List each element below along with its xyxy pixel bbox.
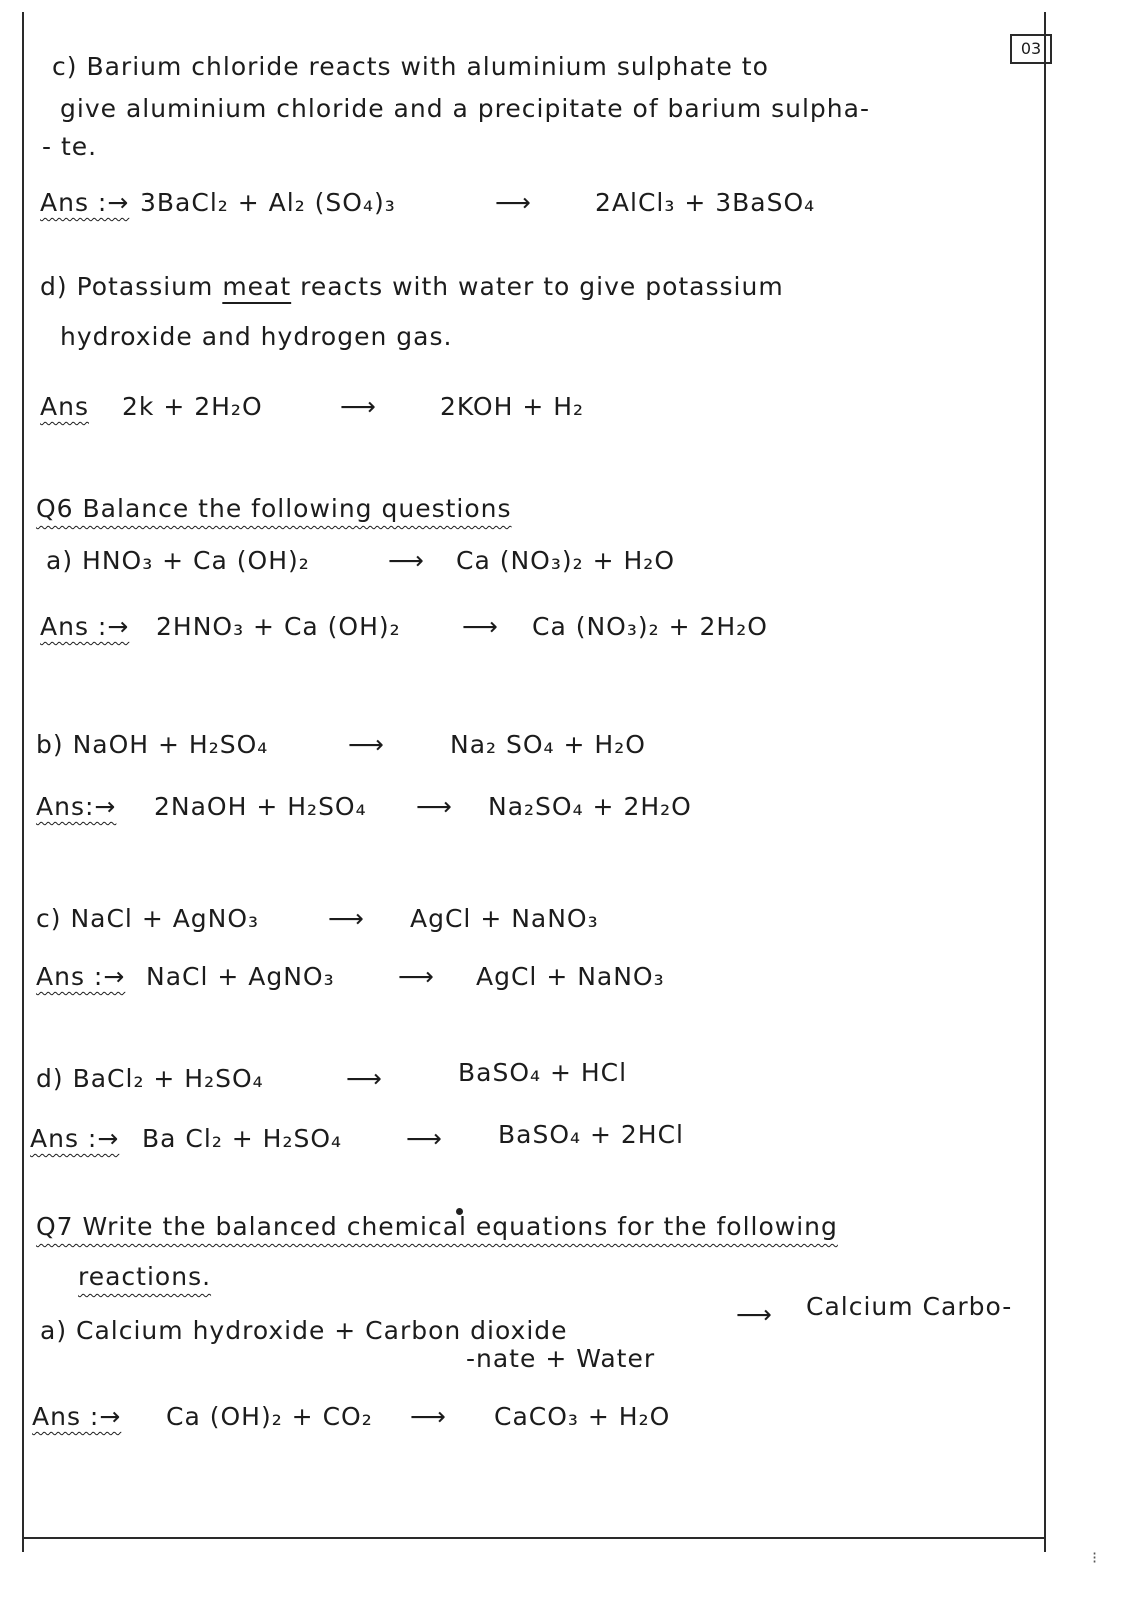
q6b-question-arrow: ⟶ bbox=[348, 730, 385, 759]
q7-heading-line2: reactions. bbox=[78, 1262, 212, 1291]
q6c-answer-lhs: NaCl + AgNO₃ bbox=[146, 962, 335, 991]
q6c-question-arrow: ⟶ bbox=[328, 904, 365, 933]
q6-heading: Q6 Balance the following questions bbox=[36, 494, 512, 523]
q6d-question-arrow: ⟶ bbox=[346, 1064, 383, 1093]
q7a-question-line1: a) Calcium hydroxide + Carbon dioxide bbox=[40, 1316, 568, 1345]
q6d-answer-label: Ans :→ bbox=[30, 1124, 120, 1153]
q6d-answer-rhs: BaSO₄ + 2HCl bbox=[498, 1120, 684, 1149]
q6a-answer-lhs: 2HNO₃ + Ca (OH)₂ bbox=[156, 612, 401, 641]
q7a-question-arrow: ⟶ bbox=[736, 1300, 773, 1329]
q5d-text-line2: hydroxide and hydrogen gas. bbox=[60, 322, 453, 351]
q5d-answer-arrow: ⟶ bbox=[340, 392, 377, 421]
q5c-text-line3: - te. bbox=[42, 132, 98, 161]
q6c-question-rhs: AgCl + NaNO₃ bbox=[410, 904, 599, 933]
q6d-answer-arrow: ⟶ bbox=[406, 1124, 443, 1153]
q6a-question-arrow: ⟶ bbox=[388, 546, 425, 575]
q7a-answer-rhs: CaCO₃ + H₂O bbox=[494, 1402, 671, 1431]
q5d-answer-rhs: 2KOH + H₂ bbox=[440, 392, 585, 421]
q6c-answer-rhs: AgCl + NaNO₃ bbox=[476, 962, 665, 991]
q5c-text-line1: c) Barium chloride reacts with aluminium sulphate to bbox=[52, 52, 769, 81]
q7a-answer-label: Ans :→ bbox=[32, 1402, 122, 1431]
q6a-answer-rhs: Ca (NO₃)₂ + 2H₂O bbox=[532, 612, 768, 641]
q5d-answer-label: Ans bbox=[40, 392, 89, 421]
bottom-rule bbox=[22, 1537, 1044, 1539]
q5c-text-line2: give aluminium chloride and a precipitate of barium sulpha- bbox=[60, 94, 870, 123]
page-number: 03 bbox=[1010, 34, 1052, 64]
q5d-answer-lhs: 2k + 2H₂O bbox=[122, 392, 263, 421]
q5c-answer-label: Ans :→ bbox=[40, 188, 130, 217]
q6d-question-lhs: d) BaCl₂ + H₂SO₄ bbox=[36, 1064, 264, 1093]
q5c-answer-rhs: 2AlCl₃ + 3BaSO₄ bbox=[595, 188, 816, 217]
q6b-question-lhs: b) NaOH + H₂SO₄ bbox=[36, 730, 269, 759]
q5c-answer-lhs: 3BaCl₂ + Al₂ (SO₄)₃ bbox=[140, 188, 396, 217]
q6b-answer-label: Ans:→ bbox=[36, 792, 117, 821]
q6a-answer-arrow: ⟶ bbox=[462, 612, 499, 641]
q7a-answer-arrow: ⟶ bbox=[410, 1402, 447, 1431]
q7a-question-line2: -nate + Water bbox=[466, 1344, 656, 1373]
q5c-answer-arrow: ⟶ bbox=[495, 188, 532, 217]
q7-heading-line1: Q7 Write the balanced chemical equations for the following bbox=[36, 1212, 838, 1241]
q7a-answer-lhs: Ca (OH)₂ + CO₂ bbox=[166, 1402, 373, 1431]
q6b-answer-lhs: 2NaOH + H₂SO₄ bbox=[154, 792, 367, 821]
q6a-question-lhs: a) HNO₃ + Ca (OH)₂ bbox=[46, 546, 310, 575]
q6d-answer-lhs: Ba Cl₂ + H₂SO₄ bbox=[142, 1124, 343, 1153]
q7a-question-rhs: Calcium Carbo- bbox=[806, 1292, 1013, 1321]
q5d-text-line1: d) Potassium meat reacts with water to give potassium bbox=[40, 272, 784, 301]
q6c-answer-arrow: ⟶ bbox=[398, 962, 435, 991]
q6b-question-rhs: Na₂ SO₄ + H₂O bbox=[450, 730, 646, 759]
q6a-question-rhs: Ca (NO₃)₂ + H₂O bbox=[456, 546, 675, 575]
q6d-question-rhs: BaSO₄ + HCl bbox=[458, 1058, 628, 1087]
q6a-answer-label: Ans :→ bbox=[40, 612, 130, 641]
margin-mark: ⁝ bbox=[1092, 1548, 1098, 1567]
q6c-question-lhs: c) NaCl + AgNO₃ bbox=[36, 904, 260, 933]
q6b-answer-rhs: Na₂SO₄ + 2H₂O bbox=[488, 792, 692, 821]
q6c-answer-label: Ans :→ bbox=[36, 962, 126, 991]
q6b-answer-arrow: ⟶ bbox=[416, 792, 453, 821]
